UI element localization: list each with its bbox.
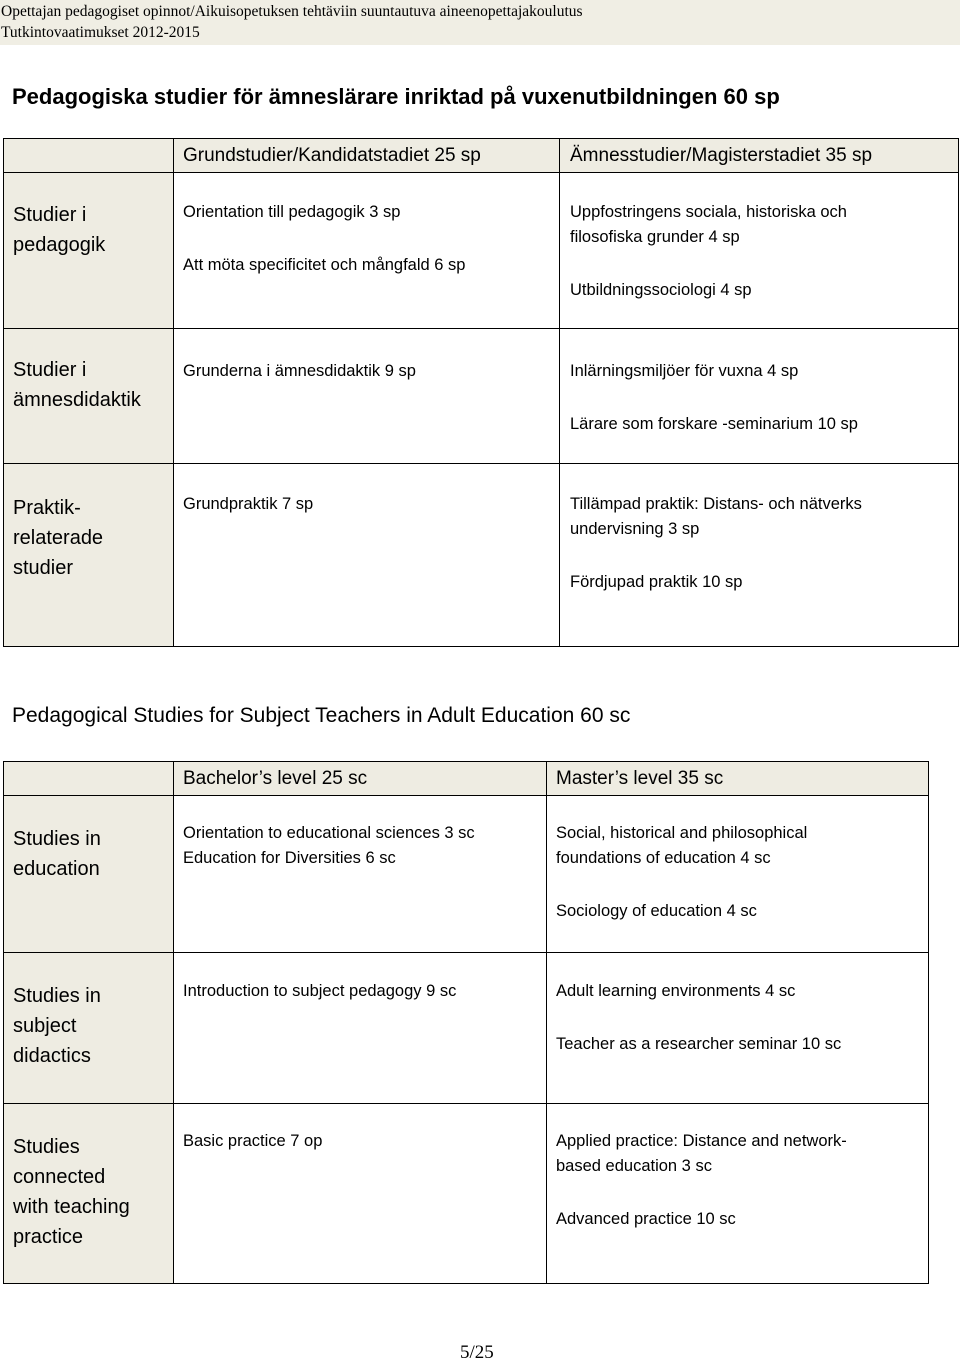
- english-row1-col1: Orientation to educational sciences 3 sc Education for Diversities 6 sc: [174, 796, 547, 953]
- swedish-corner-cell: [4, 139, 174, 173]
- swedish-studies-table: [3, 138, 959, 647]
- english-table-title: Pedagogical Studies for Subject Teachers in Adult Education 60 sc: [12, 704, 631, 727]
- swedish-row-label-praktik: Praktik- relaterade studier: [4, 464, 174, 647]
- header-line-2: Tutkintovaatimukset 2012-2015: [1, 24, 200, 41]
- swedish-row2-col2: Inlärningsmiljöer för vuxna 4 sp Lärare som forskare -seminarium 10 sp: [560, 329, 959, 464]
- english-corner-cell: [4, 762, 174, 796]
- swedish-row3-col1: Grundpraktik 7 sp: [174, 464, 560, 647]
- english-row-label-education: Studies in education: [4, 796, 174, 953]
- swedish-row-label-pedagogik: Studier i pedagogik: [4, 173, 174, 329]
- swedish-row-label-amnesdidaktik: Studier i ämnesdidaktik: [4, 329, 174, 464]
- swedish-row3-col2: Tillämpad praktik: Distans- och nätverks undervisning 3 sp Fördjupad praktik 10 sp: [560, 464, 959, 647]
- english-row2-col2: Adult learning environments 4 sc Teacher as a researcher seminar 10 sc: [547, 953, 929, 1104]
- english-col2-header: Master’s level 35 sc: [547, 762, 929, 796]
- swedish-row1-col1: Orientation till pedagogik 3 sp Att möta specificitet och mångfald 6 sp: [174, 173, 560, 329]
- english-row2-col1: Introduction to subject pedagogy 9 sc: [174, 953, 547, 1104]
- english-row3-col1: Basic practice 7 op: [174, 1104, 547, 1284]
- english-row3-col2: Applied practice: Distance and network- based education 3 sc Advanced practice 10 sc: [547, 1104, 929, 1284]
- swedish-table-title: Pedagogiska studier för ämneslärare inriktad på vuxenutbildningen 60 sp: [12, 84, 780, 109]
- document-header: [0, 0, 960, 45]
- swedish-col1-header: Grundstudier/Kandidatstadiet 25 sp: [174, 139, 560, 173]
- swedish-row1-col2: Uppfostringens sociala, historiska och filosofiska grunder 4 sp Utbildningssociologi 4 sp: [560, 173, 959, 329]
- swedish-col2-header: Ämnesstudier/Magisterstadiet 35 sp: [560, 139, 959, 173]
- english-row-label-didactics: Studies in subject didactics: [4, 953, 174, 1104]
- swedish-row2-col1: Grunderna i ämnesdidaktik 9 sp: [174, 329, 560, 464]
- page-number: 5/25: [460, 1342, 494, 1363]
- english-col1-header: Bachelor’s level 25 sc: [174, 762, 547, 796]
- english-row1-col2: Social, historical and philosophical foundations of education 4 sc Sociology of education 4 sc: [547, 796, 929, 953]
- english-row-label-practice: Studies connected with teaching practice: [4, 1104, 174, 1284]
- english-studies-table: [3, 761, 929, 1284]
- header-line-1: Opettajan pedagogiset opinnot/Aikuisopetuksen tehtäviin suuntautuva aineenopettajakoulutus: [1, 3, 583, 20]
